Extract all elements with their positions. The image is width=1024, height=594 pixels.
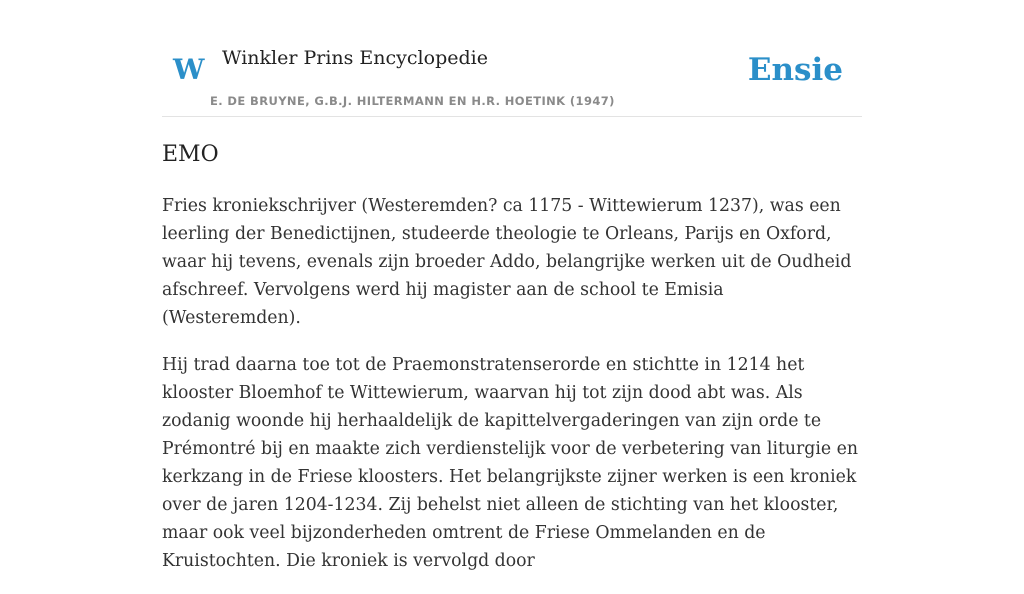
entry-title: EMO bbox=[162, 142, 219, 167]
winkler-prins-logo[interactable]: W bbox=[173, 53, 205, 86]
encyclopedia-title[interactable]: Winkler Prins Encyclopedie bbox=[222, 47, 488, 69]
site-header bbox=[162, 0, 862, 117]
entry-paragraph: Hij trad daarna toe tot de Praemonstratenserorde en stichtte in 1214 het klooster Bloemhof te Wittewierum, waarvan hij tot zijn dood abt was. Als zodanig woonde hij herhaaldelijk de kapittelvergaderingen van zijn orde te Prémontré bij en maakte zich verdienstelijk voor de verbetering van liturgie en kerkzang in de Friese kloosters. Het belangrijkste zijner werken is een kroniek over de jaren 1204-1234. Zij behelst niet alleen de stichting van het klooster, maar ook veel bijzonderheden omtrent de Friese Ommelanden en de Kruistochten. Die kroniek is vervolgd door bbox=[162, 355, 858, 571]
entry-paragraph: Fries kroniekschrijver (Westeremden? ca 1175 - Wittewierum 1237), was een leerling der Benedictijnen, studeerde theologie te Orleans, Parijs en Oxford, waar hij tevens, evenals zijn broeder Addo, belangrijke werken uit de Oudheid afschreef. Vervolgens werd hij magister aan de school te Emisia (Westeremden). bbox=[162, 196, 852, 328]
entry-body bbox=[162, 192, 865, 594]
source-authors: E. DE BRUYNE, G.B.J. HILTERMANN EN H.R. HOETINK (1947) bbox=[210, 94, 615, 108]
ensie-logo-link[interactable]: Ensie bbox=[747, 52, 843, 88]
